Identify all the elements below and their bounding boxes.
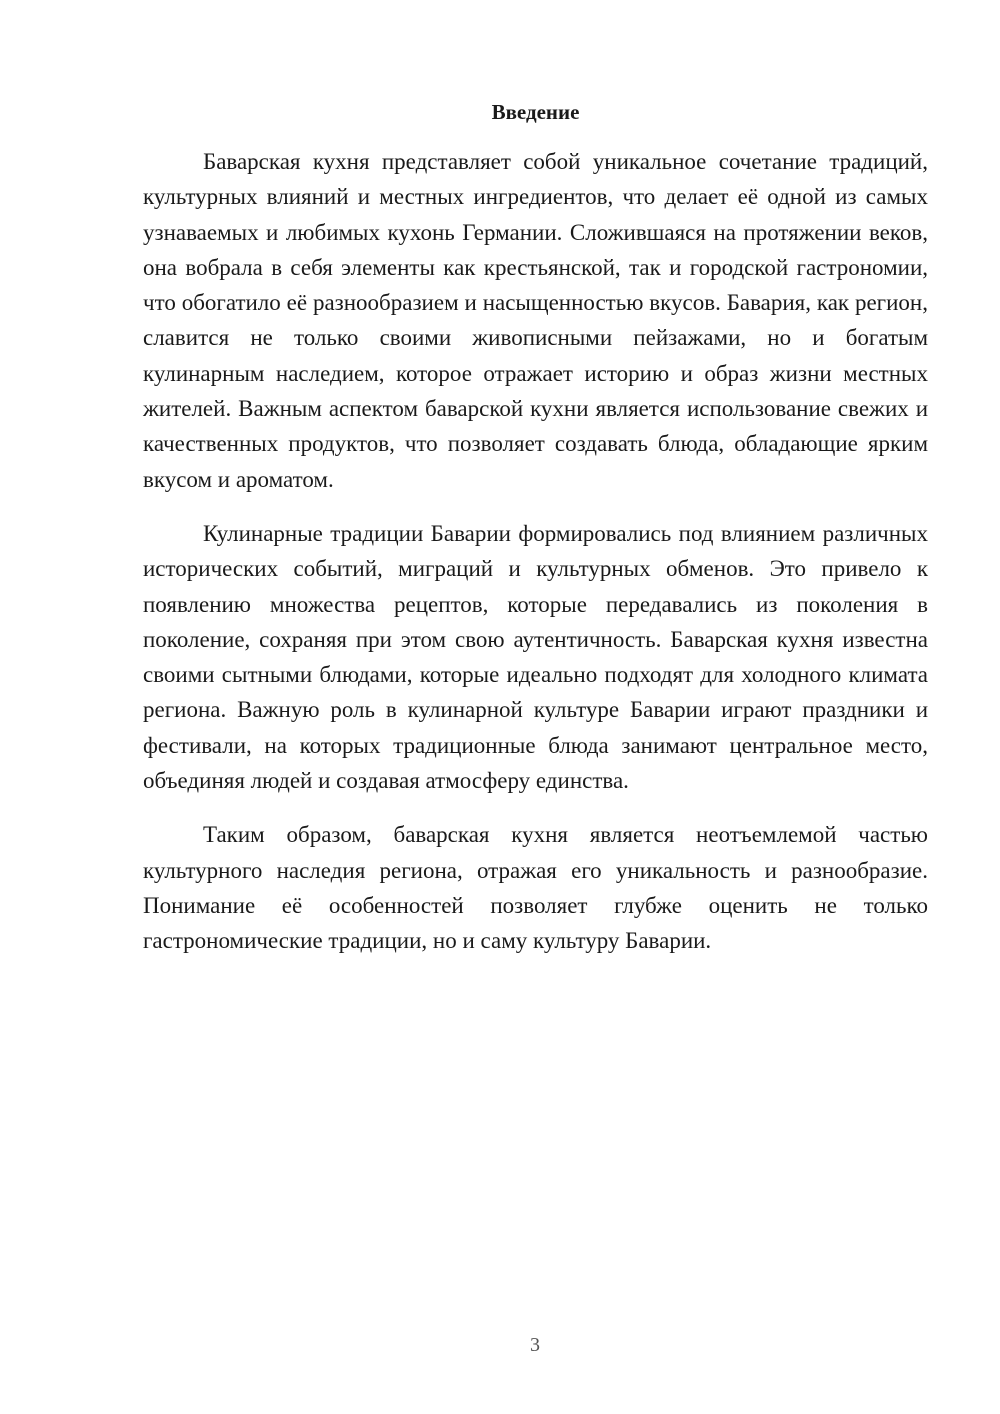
paragraph-1: Баварская кухня представляет собой уникальное сочетание традиций, культурных влияний и местных ингредиентов, что делает её одной из самых узнаваемых и любимых кухонь Германии. Сложившаяся на протяжении веков, она вобрала в себя элементы как крестьянской, так и городской гастрономии, что обогатило её разнообразием и насыщенностью вкусов. Бавария, как регион, славится не только своими живописными пейзажами, но и богатым кулинарным наследием, которое отражает историю и образ жизни местных жителей. Важным аспектом баварской кухни является использование свежих и качественных продуктов, что позволяет создавать блюда, обладающие ярким вкусом и ароматом. [143, 149, 928, 492]
page-number: 3 [530, 1334, 540, 1356]
paragraph-2: Кулинарные традиции Баварии формировались под влиянием различных исторических событий, миграций и культурных обменов. Это привело к появлению множества рецептов, которые передавались из поколения в поколение, сохраняя при этом свою аутентичность. Баварская кухня известна своими сытными блюдами, которые идеально подходят для холодного климата региона. Важную роль в кулинарной культуре Баварии играют праздники и фестивали, на которых традиционные блюда занимают центральное место, объединяя людей и создавая атмосферу единства. [143, 520, 928, 794]
section-heading: Введение [491, 100, 580, 124]
page-content [143, 96, 928, 978]
paragraph-3: Таким образом, баварская кухня является неотъемлемой частью культурного наследия региона, отражая его уникальность и разнообразие. Понимание её особенностей позволяет глубже оценить не только гастрономические традиции, но и саму культуру Баварии. [143, 822, 928, 954]
